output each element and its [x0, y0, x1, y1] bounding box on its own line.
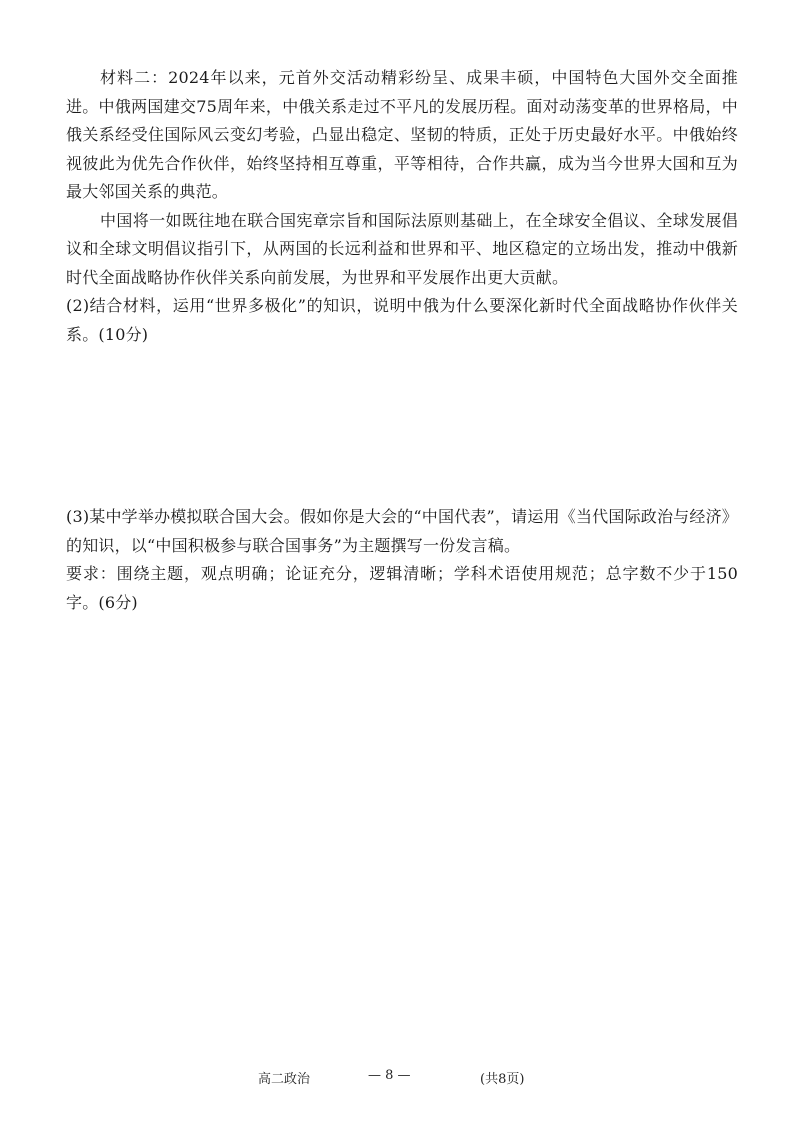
- material2-paragraph-2: 中国将一如既往地在联合国宪章宗旨和国际法原则基础上，在全球安全倡议、全球发展倡议和全球文明倡议指引下，从两国的长远利益和世界和平、地区稳定的立场出发，推动中俄新时代全面战略协作伙伴关系向前发展，为世界和平发展作出更大贡献。: [66, 210, 738, 287]
- material2-paragraph-1: 材料二：2024年以来，元首外交活动精彩纷呈、成果丰硕，中国特色大国外交全面推进。中俄两国建交75周年来，中俄关系走过不平凡的发展历程。面对动荡变革的世界格局，中俄关系经受住国际风云变幻考验，凸显出稳定、坚韧的特质，正处于历史最好水平。中俄始终视彼此为优先合作伙伴，始终坚持相互尊重，平等相待，合作共赢，成为当今世界大国和互为最大邻国关系的典范。: [66, 68, 738, 201]
- question-2: (2)结合材料，运用“世界多极化”的知识，说明中俄为什么要深化新时代全面战略协作伙伴关系。(10分): [66, 296, 738, 344]
- question-3-section: [66, 503, 738, 617]
- footer-subject: 高二政治: [258, 1072, 311, 1087]
- question-3-requirement: 要求：围绕主题，观点明确；论证充分，逻辑清晰；学科术语使用规范；总字数不少于150字。(6分): [66, 564, 738, 612]
- material-section: [66, 64, 738, 349]
- footer-page-number: — 8 —: [368, 1068, 411, 1083]
- footer-total-pages: (共8页): [480, 1072, 525, 1087]
- question-3-prompt: (3)某中学举办模拟联合国大会。假如你是大会的“中国代表”，请运用《当代国际政治与经济》的知识，以“中国积极参与联合国事务”为主题撰写一份发言稿。: [66, 507, 738, 555]
